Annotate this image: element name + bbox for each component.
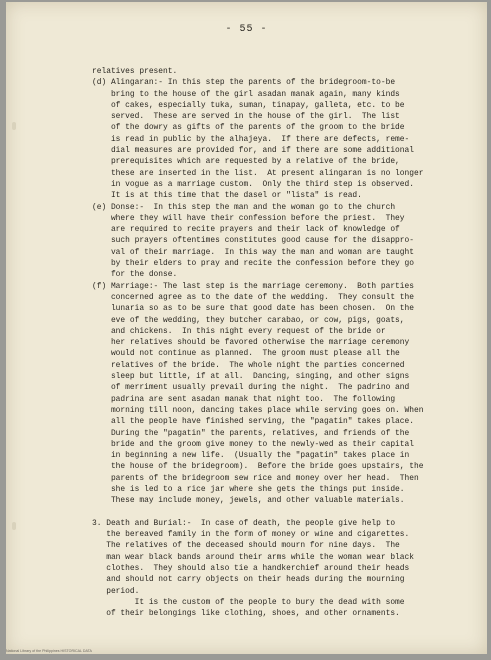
- text-line: are required to recite prayers and their lack of knowledge of: [92, 225, 400, 235]
- text-line: morning till noon, dancing takes place while serving goes on. When: [92, 405, 424, 415]
- text-line: (f) Marriage:- The last step is the marriage ceremony. Both parties: [92, 281, 414, 291]
- text-line: the house of the bridegroom). Before the bride goes upstairs, the: [92, 462, 424, 472]
- text-line: lunaria so as to be sure that good date has been chosen. On the: [92, 304, 414, 314]
- text-line: her relatives should be favored otherwise the marriage ceremony: [92, 338, 410, 348]
- text-line: val of their marriage. In this way the man and woman are taught: [92, 247, 414, 257]
- text-line: padrina are sent asadan manak that night too. The following: [92, 394, 396, 404]
- text-line: parents of the bridegroom sew rice and money over her head. Then: [92, 473, 419, 483]
- text-line: of their belongings like clothing, shoes, and other ornaments.: [92, 609, 400, 619]
- text-line: prerequisites which are requested by a relative of the bride,: [92, 157, 400, 167]
- text-line: These may include money, jewels, and other valuable materials.: [92, 496, 405, 506]
- text-line: of cakes, especially tuka, suman, tinapay, galleta, etc. to be: [92, 100, 405, 110]
- text-line: It is at this time that the dasel or "lista" is read.: [92, 191, 362, 201]
- text-line: served. These are served in the house of the girl. The list: [92, 112, 400, 122]
- text-line: (d) Alingaran:- In this step the parents of the bridegroom-to-be: [92, 78, 396, 88]
- text-line: where they will have their confession before the priest. They: [92, 213, 405, 223]
- text-line: bring to the house of the girl asadan manak again, many kinds: [92, 89, 400, 99]
- punch-hole-mark: [12, 122, 16, 130]
- page-number: - 55 -: [225, 24, 268, 35]
- text-line: all the people have finished serving, the "pagatin" takes place.: [92, 417, 414, 427]
- text-line: would not continue as planned. The groom must please all the: [92, 349, 400, 359]
- text-line: in vogue as a marriage custom. Only the third step is observed.: [92, 179, 414, 189]
- text-line: During the "pagatin" the parents, relatives, and friends of the: [92, 428, 410, 438]
- text-line: It is the custom of the people to bury the dead with some: [92, 597, 405, 607]
- text-line: period.: [92, 586, 140, 596]
- text-line: 3. Death and Burial:- In case of death, the people give help to: [92, 518, 396, 528]
- text-line: for the donse.: [92, 270, 178, 280]
- text-line: and should not carry objects on their heads during the mourning: [92, 575, 405, 585]
- text-line: by their elders to pray and recite the confession before they go: [92, 259, 414, 269]
- text-line: such prayers oftentimes constitutes good cause for the disappro-: [92, 236, 414, 246]
- text-line: is read in public by the alhajeya. If there are defects, reme-: [92, 134, 410, 144]
- text-line: of the dowry as gifts of the parents of the groom to the bride: [92, 123, 405, 133]
- text-line: relatives of the bride. The whole night the parties concerned: [92, 360, 405, 370]
- text-line: and chickens. In this night every request of the bride or: [92, 326, 386, 336]
- text-line: bride and the groom give money to the newly-wed as their capital: [92, 439, 414, 449]
- text-line: The relatives of the deceased should mourn for nine days. The: [92, 541, 400, 551]
- text-line: concerned agree as to the date of the wedding. They consult the: [92, 292, 414, 302]
- text-line: sleep but little, if at all. Dancing, singing, and other signs: [92, 372, 410, 382]
- text-line: relatives present.: [92, 67, 178, 76]
- text-line: [92, 507, 464, 518]
- text-line: of merriment usually prevail during the night. The padrino and: [92, 383, 410, 393]
- text-line: the bereaved family in the form of money or wine and cigarettes.: [92, 530, 410, 540]
- punch-hole-mark: [12, 522, 16, 530]
- text-line: dial measures are provided for, and if there are some additional: [92, 146, 414, 156]
- typed-text-body: [92, 66, 464, 620]
- text-line: in beginning a new life. (Usually the "pagatin" takes place in: [92, 451, 410, 461]
- text-line: man wear black bands around their arms while the woman wear black: [92, 552, 414, 562]
- archive-footer: National Library of the Philippines HISTORICAL DATA: [6, 649, 92, 653]
- text-line: eve of the wedding, they butcher carabao, or cow, pigs, goats,: [92, 315, 405, 325]
- text-line: she is led to a rice jar where she gets the things put inside.: [92, 484, 405, 494]
- text-line: (e) Donse:- In this step the man and the woman go to the church: [92, 202, 396, 212]
- document-page: [6, 2, 487, 654]
- text-line: clothes. They should also tie a handkerchief around their heads: [92, 564, 410, 574]
- text-line: these are inserted in the list. At present alingaran is no longer: [92, 168, 424, 178]
